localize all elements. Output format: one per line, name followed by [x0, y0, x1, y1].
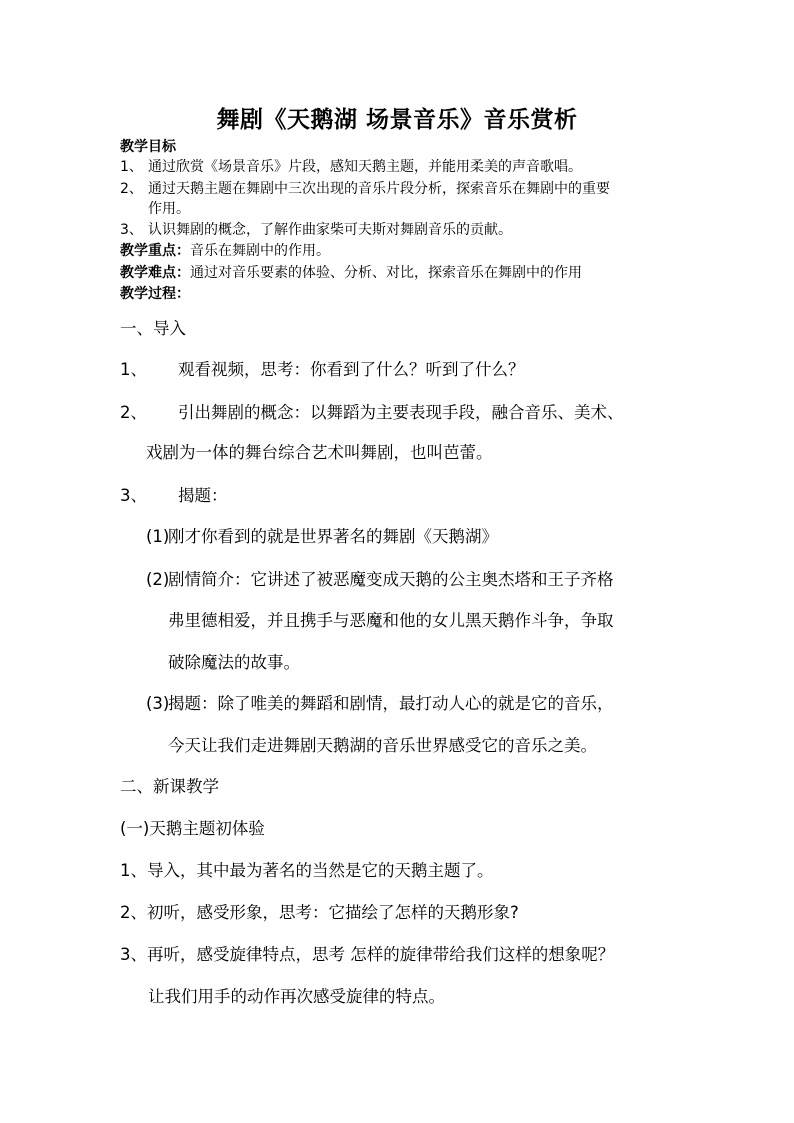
objective-text: 通过欣赏《场景音乐》片段，感知天鹅主题，并能用柔美的声音歌唱。: [148, 159, 582, 175]
sub-item-1: [146, 523, 498, 547]
difficulty-text: 通过对音乐要素的体验、分析、对比，探索音乐在舞剧中的作用: [190, 265, 582, 281]
item-num: 1、: [120, 360, 147, 379]
section-1-item-2-cont: 戏剧为一体的舞台综合艺术叫舞剧，也叫芭蕾。: [146, 443, 493, 462]
item-num: 2、: [120, 403, 147, 422]
sub-item-2: [146, 566, 614, 590]
document-title: 舞剧《天鹅湖 场景音乐》音乐赏析: [216, 106, 578, 133]
objectives-heading: 教学目标: [120, 139, 176, 155]
section-2-item-2: 2、初听，感受形象，思考：它描绘了怎样的天鹅形象?: [120, 903, 519, 922]
process-heading: 教学过程：: [120, 286, 190, 302]
section-2-item-3: 3、再听，感受旋律特点，思考 怎样的旋律带给我们这样的想象呢？: [120, 945, 615, 964]
objective-num: 3、: [120, 222, 143, 238]
objective-item-1: [120, 158, 582, 177]
sub-item-text: 刚才你看到的就是世界著名的舞剧《天鹅湖》: [168, 527, 498, 546]
objective-text: 认识舞剧的概念，了解作曲家柴可夫斯对舞剧音乐的贡献。: [148, 222, 512, 238]
objective-item-2-cont: 作用。: [148, 201, 190, 217]
objective-num: 2、: [120, 181, 143, 197]
objective-item-2: [120, 180, 610, 199]
item-text: 观看视频，思考：你看到了什么？听到了什么？: [178, 360, 525, 379]
objective-text: 通过天鹅主题在舞剧中三次出现的音乐片段分析，探索音乐在舞剧中的重要: [148, 181, 610, 197]
sub-item-num: (3): [146, 694, 170, 713]
sub-item-num: (1): [146, 527, 170, 546]
difficulty: [120, 264, 582, 283]
difficulty-label: 教学难点：: [120, 265, 190, 281]
sub-item-2-line-3: 破除魔法的故事。: [168, 653, 300, 672]
key-point: [120, 242, 330, 261]
item-text: 揭题：: [178, 486, 228, 505]
objective-num: 1、: [120, 159, 143, 175]
item-text: 引出舞剧的概念：以舞蹈为主要表现手段，融合音乐、美术、: [178, 403, 624, 422]
key-point-label: 教学重点：: [120, 243, 190, 259]
sub-item-text: 剧情简介：它讲述了被恶魔变成天鹅的公主奥杰塔和王子齐格: [168, 570, 614, 589]
sub-item-3: [146, 690, 614, 714]
sub-item-3-line-2: 今天让我们走进舞剧天鹅湖的音乐世界感受它的音乐之美。: [168, 736, 597, 755]
sub-item-text: 揭题：除了唯美的舞蹈和剧情，最打动人心的就是它的音乐，: [168, 694, 614, 713]
section-1-item-2: [120, 399, 624, 423]
section-1-item-3: [120, 482, 228, 506]
section-2-item-1: 1、导入，其中最为著名的当然是它的天鹅主题了。: [120, 861, 494, 880]
section-2-sub-heading: (一)天鹅主题初体验: [120, 819, 265, 838]
section-1-item-1: [120, 356, 525, 380]
objective-item-3: [120, 221, 512, 240]
section-2-item-3-cont: 让我们用手的动作再次感受旋律的特点。: [148, 987, 445, 1006]
key-point-text: 音乐在舞剧中的作用。: [190, 243, 330, 259]
section-1-heading: 一、导入: [120, 319, 186, 338]
sub-item-num: (2): [146, 570, 170, 589]
section-2-heading: 二、新课教学: [120, 777, 219, 796]
sub-item-2-line-2: 弗里德相爱，并且携手与恶魔和他的女儿黑天鹅作斗争，争取: [168, 611, 614, 630]
item-num: 3、: [120, 486, 147, 505]
